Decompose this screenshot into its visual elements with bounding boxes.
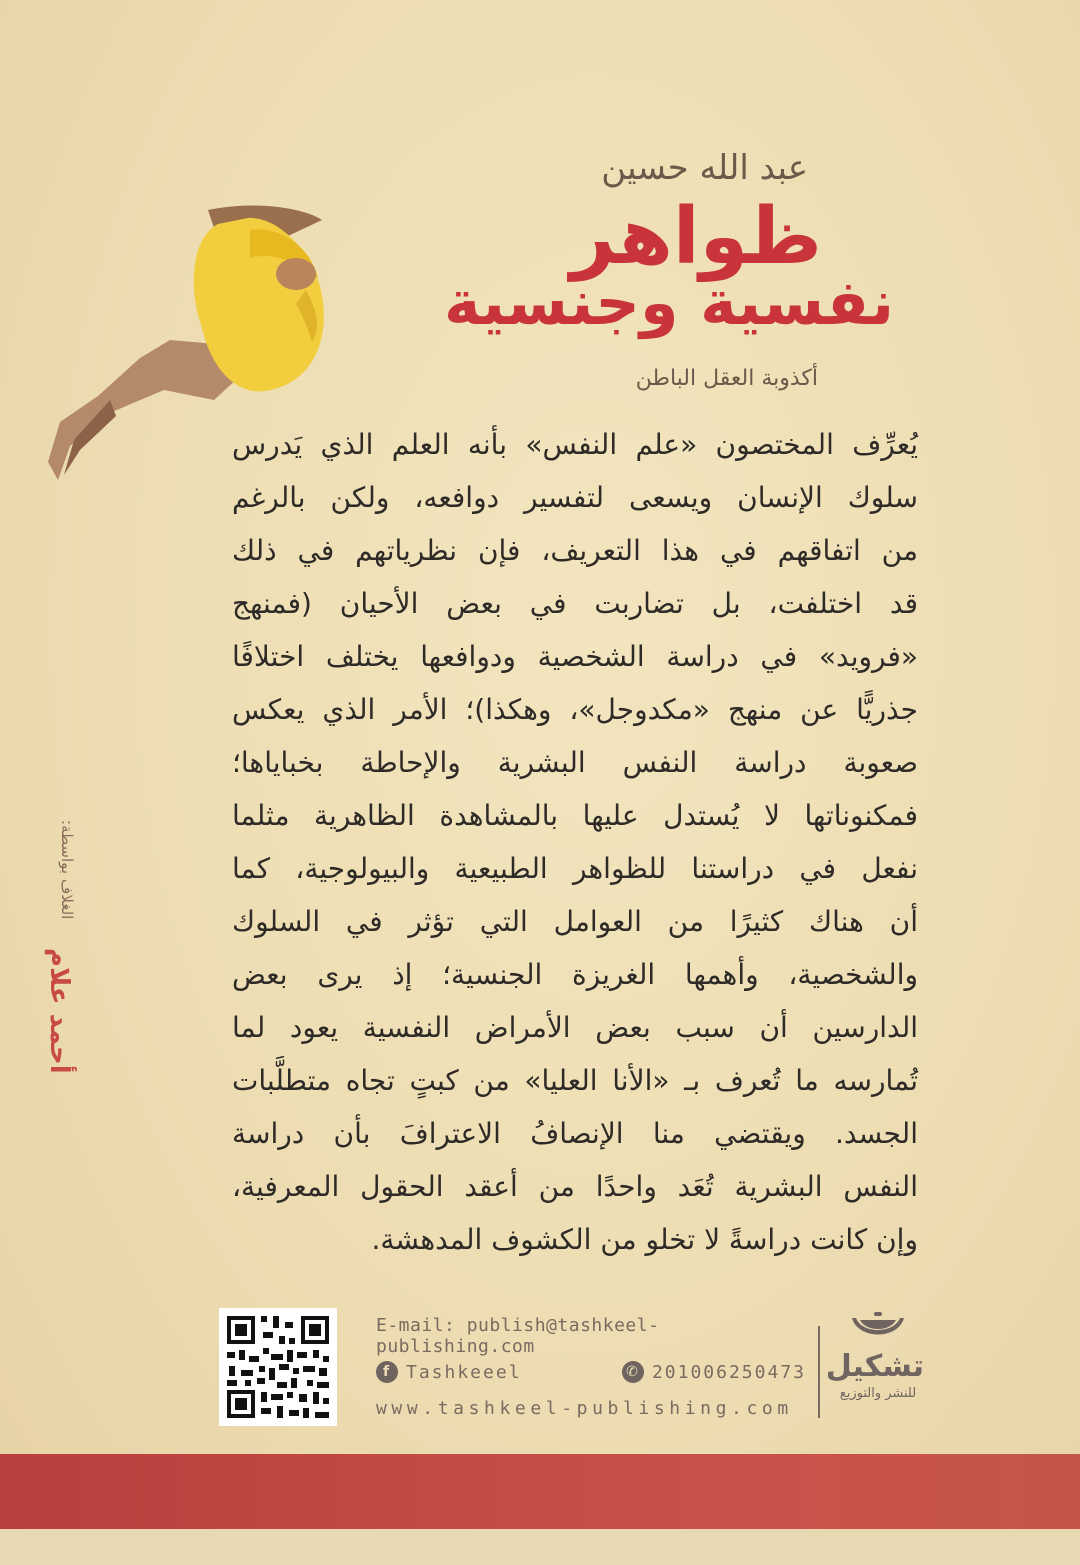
- blurb-line: من اتفاقهم في هذا التعريف، فإن نظرياتهم في ذلك: [232, 534, 918, 567]
- blurb-line: وإن كانت دراسةً لا تخلو من الكشوف المدهشة.: [371, 1223, 918, 1256]
- blurb-line: يُعرِّف المختصون «علم النفس» بأنه العلم الذي يَدرس: [232, 428, 918, 461]
- bottom-edge: [0, 1529, 1080, 1565]
- publisher-name: تشكيل: [825, 1349, 924, 1384]
- author-name: عبد الله حسين: [601, 148, 808, 188]
- publisher-tagline: للنشر والتوزيع: [839, 1386, 917, 1401]
- blurb-line: نفعل في دراستنا للظواهر الطبيعية والبيولوجية، كما: [232, 852, 918, 885]
- book-title-line1: ظواهر: [570, 192, 822, 282]
- blurb-line: فمكنوناتها لا يُستدل عليها بالمشاهدة الظاهرية مثلما: [232, 799, 918, 832]
- qr-code[interactable]: [219, 1308, 337, 1426]
- blurb-line: تُمارسه ما تُعرف بـ «الأنا العليا» من كبتٍ تجاه متطلَّبات: [232, 1064, 918, 1097]
- cover-designer-signature: أحمد علام: [44, 948, 74, 1074]
- blurb-line: الدارسين أن سبب بعض الأمراض النفسية يعود لما: [232, 1011, 918, 1044]
- contact-divider: [818, 1326, 820, 1418]
- blurb-line: الجسد. ويقتضي منا الإنصافُ الاعترافَ بأن دراسة: [232, 1117, 918, 1150]
- book-subtitle: أكذوبة العقل الباطن: [635, 366, 818, 391]
- bottom-color-band: [0, 1454, 1080, 1529]
- contact-phone[interactable]: [622, 1361, 806, 1383]
- publisher-contact: [376, 1315, 806, 1426]
- blurb-line: قد اختلفت، بل تضاربت في بعض الأحيان (فمنهج: [232, 587, 918, 620]
- contact-website[interactable]: www.tashkeel-publishing.com: [376, 1397, 793, 1419]
- blurb-text: [232, 418, 918, 1266]
- blurb-line: والشخصية، وأهمها الغريزة الجنسية؛ إذ يرى بعض: [232, 958, 918, 991]
- blurb-line: سلوك الإنسان ويسعى لتفسير دوافعه، ولكن بالرغم: [232, 481, 918, 514]
- publisher-logo: [825, 1310, 924, 1401]
- publisher-logo-icon: [848, 1310, 908, 1346]
- blurb-line: صعوبة دراسة النفس البشرية والإحاطة بخباياها؛: [232, 746, 918, 779]
- phone-number: 201006250473: [651, 1361, 806, 1383]
- blurb-line: النفس البشرية تُعَد واحدًا من أعقد الحقول المعرفية،: [232, 1170, 918, 1203]
- book-title-line2: نفسية وجنسية: [443, 266, 894, 339]
- contact-email[interactable]: E-mail: publish@tashkeel-publishing.com: [376, 1315, 660, 1357]
- blurb-line: «فرويد» في دراسة الشخصية ودوافعها يختلف اختلافًا: [232, 640, 918, 673]
- contact-facebook[interactable]: [376, 1361, 522, 1383]
- qr-code-icon: [219, 1308, 337, 1426]
- whatsapp-icon: ✆: [622, 1361, 644, 1383]
- blurb-line: أن هناك كثيرًا من العوامل التي تؤثر في السلوك: [232, 905, 918, 938]
- facebook-icon: f: [376, 1361, 398, 1383]
- blurb-line: جذريًّا عن منهج «مكدوجل»، وهكذا)؛ الأمر الذي يعكس: [232, 693, 918, 726]
- facebook-handle: Tashkeeel: [406, 1361, 522, 1383]
- contact-social-row: [376, 1354, 806, 1390]
- cover-credit-label: الغلاف بواسطة:: [58, 820, 76, 920]
